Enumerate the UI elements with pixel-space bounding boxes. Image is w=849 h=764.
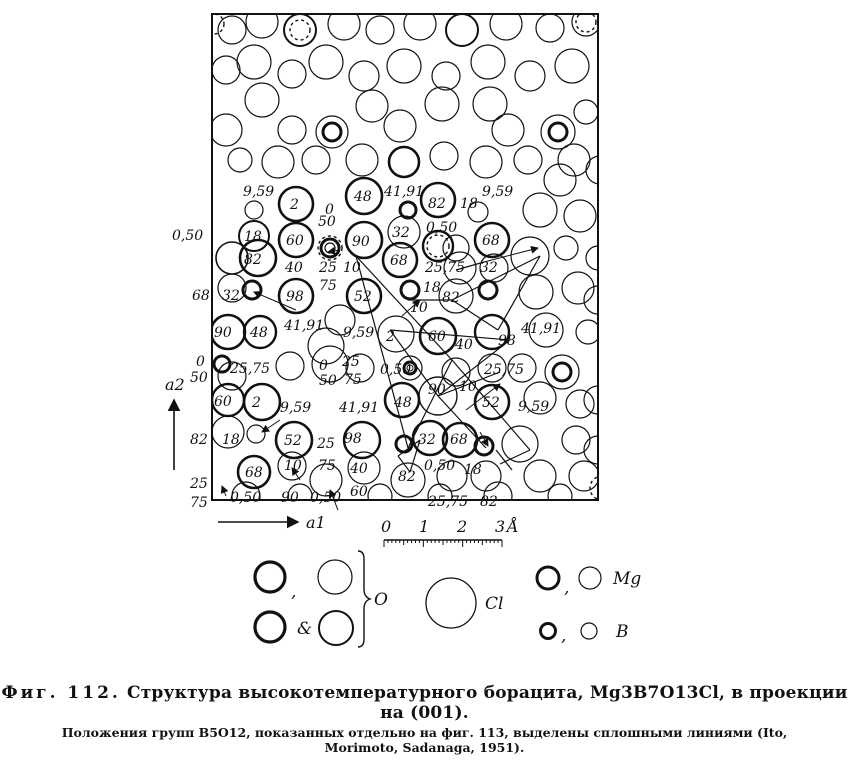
pointer-arrow [262, 420, 280, 432]
atom-circle [425, 87, 459, 121]
height-label: 9,59 [243, 184, 275, 200]
legend-brace [358, 551, 370, 647]
legend-mg-bold-circle [537, 567, 559, 589]
atom-circle [366, 16, 394, 44]
atom-circle [479, 281, 497, 299]
height-label: 2 [252, 395, 261, 411]
legend-b-label: B [616, 622, 629, 642]
height-label: 48 [354, 189, 372, 205]
legend-o-bold-circle-2 [255, 612, 285, 642]
height-label: 2 [386, 329, 395, 345]
legend-o-medium-circle [319, 611, 353, 645]
atom-circle [586, 156, 614, 184]
height-label: 10 [343, 260, 361, 276]
note-line-1: Положения групп B5O12, показанных отдельно на фиг. 113, выделены сплошными линиями (Ito, [61, 725, 788, 740]
height-label: 18 [244, 229, 262, 245]
height-label: 9,59 [482, 184, 514, 200]
height-label: 25,75 [484, 362, 525, 378]
atom-circle [549, 123, 567, 141]
height-label: 82 [428, 196, 446, 212]
height-label: 9,59 [280, 400, 312, 416]
atom-circle [562, 426, 590, 454]
atom-circle [262, 146, 294, 178]
atom-circle [212, 56, 240, 84]
height-label: 18 [222, 432, 240, 448]
atom-circle [278, 116, 306, 144]
atom-circle [309, 45, 343, 79]
height-label: 0,50 [424, 458, 456, 474]
atom-circle [562, 272, 594, 304]
atom-circle [284, 14, 316, 46]
legend-cl-label: Cl [485, 594, 504, 614]
height-label: 25 [319, 260, 337, 276]
height-label: 18 [460, 196, 478, 212]
height-label: 0 [196, 354, 205, 370]
atom-circle [554, 236, 578, 260]
axis-a1 [218, 513, 326, 532]
atom-circle [576, 320, 600, 344]
height-label: 75 [319, 278, 337, 294]
atom-circle [470, 146, 502, 178]
legend-o-bold-circle [255, 562, 285, 592]
atom-circle [564, 200, 596, 232]
atom-circle [349, 61, 379, 91]
atom-circle [574, 100, 598, 124]
height-label: 68 [482, 233, 500, 249]
atom-circle [389, 147, 419, 177]
height-label: 82 [398, 469, 416, 485]
height-label: 40 [350, 461, 368, 477]
atom-circle [228, 148, 252, 172]
figure-number: Фиг. 112. [1, 683, 121, 703]
atom-circle [519, 275, 553, 309]
height-label: 10 [459, 379, 477, 395]
height-label: 25 [190, 476, 208, 492]
height-label: 82 [244, 252, 262, 268]
height-label: 41,91 [284, 318, 325, 334]
atom-circle [245, 83, 279, 117]
atom-circle [316, 116, 348, 148]
legend-o-label: O [374, 590, 388, 610]
atom-circle [515, 61, 545, 91]
height-label: 75 [344, 372, 362, 388]
atom-circle [545, 355, 579, 389]
legend-o-thin-circle [318, 560, 352, 594]
height-labels [172, 184, 561, 511]
height-label: 98 [286, 289, 304, 305]
height-label: 18 [423, 280, 441, 296]
atom-circle [446, 14, 478, 46]
legend-b-thin-circle [581, 623, 597, 639]
scale-tick-2: 2 [457, 517, 468, 536]
height-label: 40 [285, 260, 303, 276]
atom-circle [323, 123, 341, 141]
legend-cl-circle [426, 578, 476, 628]
legend [255, 551, 641, 647]
height-label: 0 [325, 202, 334, 218]
height-label: 18 [464, 462, 482, 478]
height-label: 10 [284, 458, 302, 474]
height-label: 50 [318, 214, 336, 230]
height-label: 0,50 [380, 362, 412, 378]
atom-circle [492, 114, 524, 146]
atom-circle [328, 8, 360, 40]
atom-circle [244, 384, 280, 420]
height-label: 98 [344, 431, 362, 447]
height-label: 90 [428, 382, 446, 398]
height-label: 41,91 [339, 400, 380, 416]
atom-circle [368, 484, 392, 508]
figure-note [0, 725, 849, 755]
atom-circle [511, 237, 549, 275]
atom-circle [555, 49, 589, 83]
atom-circle [356, 90, 388, 122]
legend-amp: & [297, 619, 313, 639]
height-label: 40 [455, 337, 473, 353]
height-label: 48 [394, 395, 412, 411]
height-label: 52 [482, 395, 500, 411]
pointer-arrow [222, 486, 226, 496]
height-label: 0,50 [230, 490, 262, 506]
atom-circle [245, 201, 263, 219]
height-label: 50 [190, 370, 208, 386]
height-label: 60 [350, 484, 368, 500]
atom-layer [204, 6, 614, 510]
legend-mg-thin-circle [579, 567, 601, 589]
atom-circle [548, 484, 572, 508]
atom-circle [346, 144, 378, 176]
height-label: 25,75 [425, 260, 466, 276]
height-label: 32 [418, 432, 436, 448]
height-label: 0,50 [172, 228, 204, 244]
atom-circle [473, 87, 507, 121]
atom-circle [430, 142, 458, 170]
group-line [390, 330, 510, 340]
height-label: 0,50 [310, 490, 342, 506]
atom-circle [247, 425, 265, 443]
axis-a2 [165, 375, 185, 470]
atom-circle [502, 426, 538, 462]
atom-circle [536, 14, 564, 42]
atom-circle [566, 390, 594, 418]
scale-bar [381, 516, 519, 547]
atom-circle [569, 461, 599, 491]
atom-circle [321, 239, 339, 257]
height-label: 32 [392, 225, 410, 241]
height-label: 75 [318, 458, 336, 474]
scale-unit: Å [507, 517, 519, 536]
height-label: 52 [284, 433, 302, 449]
legend-comma-3: , [561, 626, 567, 646]
height-label: 0 [319, 358, 328, 374]
atom-circle [276, 352, 304, 380]
height-label: 68 [192, 288, 210, 304]
legend-comma-2: , [564, 578, 570, 598]
atom-circle [302, 146, 330, 174]
height-label: 90 [214, 325, 232, 341]
atom-dashed-circle [427, 235, 449, 257]
atom-circle [541, 115, 575, 149]
height-label: 68 [450, 432, 468, 448]
atom-dashed-circle [204, 14, 224, 34]
height-label: 60 [286, 233, 304, 249]
height-label: 60 [428, 329, 446, 345]
axis-a2-label: a2 [165, 375, 185, 394]
height-label: 41,91 [384, 184, 425, 200]
height-label: 2 [290, 197, 299, 213]
atom-circle [553, 363, 571, 381]
atom-circle [404, 8, 436, 40]
height-label: 50 [319, 373, 337, 389]
atom-circle [432, 62, 460, 90]
height-label: 0,50 [426, 220, 458, 236]
legend-mg-label: Mg [613, 569, 642, 589]
axis-a1-label: a1 [306, 513, 326, 532]
height-label: 98 [498, 333, 516, 349]
height-label: 60 [214, 394, 232, 410]
height-label: 25,75 [230, 361, 271, 377]
height-label: 90 [352, 234, 370, 250]
atom-circle [401, 281, 419, 299]
height-label: 9,59 [518, 399, 550, 415]
scale-tick-0: 0 [381, 517, 392, 536]
height-label: 82 [190, 432, 208, 448]
legend-b-bold-circle [541, 624, 556, 639]
height-label: 82 [442, 290, 460, 306]
scale-tick-3: 3 [495, 517, 506, 536]
height-label: 52 [354, 289, 372, 305]
atom-dashed-circle [290, 20, 310, 40]
caption-line-2: на (001). [380, 703, 469, 723]
atom-circle [490, 8, 522, 40]
atom-circle [523, 193, 557, 227]
legend-comma: , [291, 582, 297, 602]
height-label: 9,59 [343, 325, 375, 341]
height-label: 10 [410, 300, 428, 316]
figure-caption [0, 683, 849, 723]
atom-circle [214, 356, 230, 372]
caption-line-1: Структура высокотемпературного борацита, Mg3B7O13Cl, в проекции [126, 683, 848, 703]
height-label: 68 [245, 465, 263, 481]
atom-circle [514, 146, 542, 174]
height-label: 32 [480, 260, 498, 276]
atom-circle [378, 316, 414, 352]
height-label: 25 [342, 354, 360, 370]
height-label: 25,75 [428, 494, 469, 510]
height-label: 41,91 [521, 321, 562, 337]
height-label: 25 [317, 436, 335, 452]
atom-circle [278, 60, 306, 88]
height-label: 32 [222, 288, 240, 304]
height-label: 75 [190, 495, 208, 511]
scale-tick-1: 1 [419, 517, 430, 536]
atom-circle [384, 110, 416, 142]
height-label: 82 [480, 494, 498, 510]
height-label: 48 [250, 325, 268, 341]
height-label: 90 [281, 490, 299, 506]
note-line-2: Morimoto, Sadanaga, 1951). [324, 740, 525, 755]
atom-circle [237, 45, 271, 79]
atom-circle [471, 45, 505, 79]
height-label: 68 [390, 253, 408, 269]
atom-circle [246, 6, 278, 38]
atom-circle [210, 114, 242, 146]
atom-circle [387, 49, 421, 83]
